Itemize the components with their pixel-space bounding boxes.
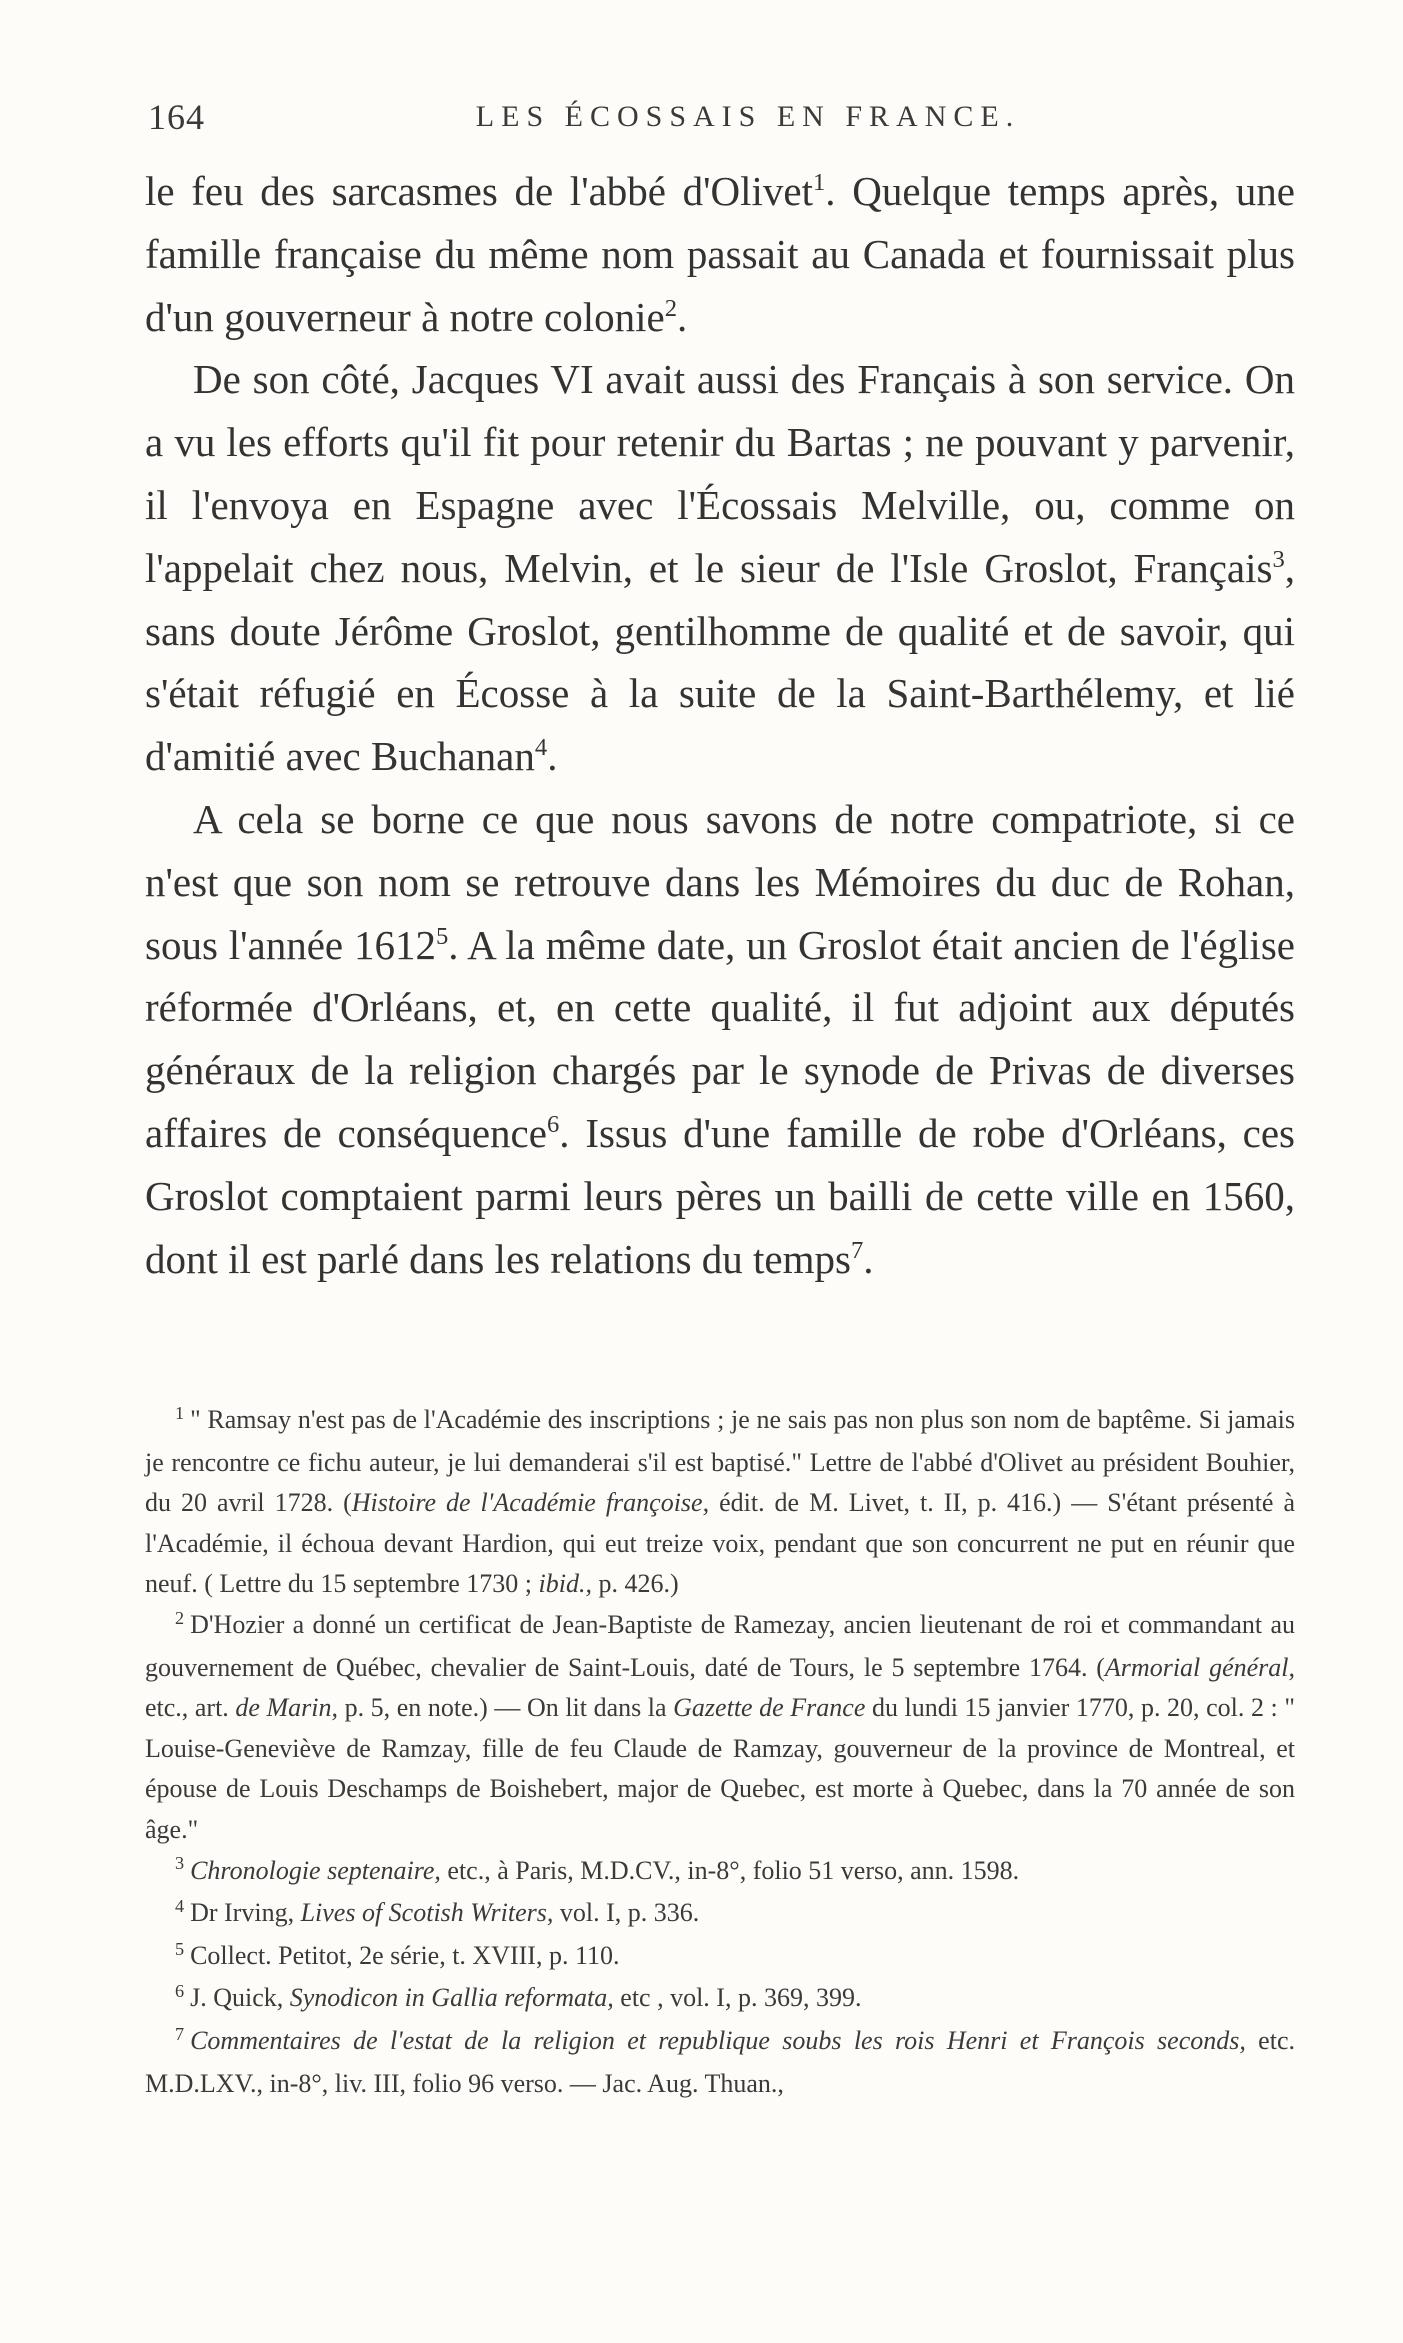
- paragraph-3: A cela se borne ce que nous savons de notre compatriote, si ce n'est que son nom se retrouve dans les Mémoires du duc de Rohan, sous l'année 1612$^5$. A la même date, un Groslot était ancien de l'église réformée d'Orléans, et, en cette qualité, il fut adjoint aux députés généraux de la religion chargés par le synode de Privas de diverses affaires de conséquence$^6$. Issus d'une famille de robe d'Orléans, ces Groslot comptaient parmi leurs pères un bailli de cette ville en 1560, dont il est parlé dans les relations du temps$^7$.: [145, 795, 1295, 1282]
- footnote-ref-3: 3: [1272, 546, 1285, 574]
- footnote-ref-5: 5: [435, 922, 449, 950]
- running-title: LES ÉCOSSAIS EN FRANCE.: [475, 100, 1021, 133]
- footnote-6: $^6$ J. Quick, Synodicon in Gallia reformata, etc , vol. I, p. 369, 399.: [175, 1981, 862, 2013]
- page-number: 164: [148, 97, 205, 137]
- footnote-7: $^7$ Commentaires de l'estat de la religion et republique soubs les rois Henri et François seconds, etc. M.D.LXV., in-8°, liv. III, folio 96 verso. — Jac. Aug. Thuan.,: [145, 2023, 1295, 2098]
- footnote-ref-6: 6: [546, 1111, 560, 1139]
- footnotes: [145, 1400, 1295, 2104]
- footnote-5: $^5$ Collect. Petitot, 2e série, t. XVIII, p. 110.: [175, 1938, 620, 1970]
- footnote-ref-7: 7: [850, 1236, 864, 1264]
- footnote-ref-4: 4: [534, 734, 548, 762]
- paragraph-1: le feu des sarcasmes de l'abbé d'Olivet$^1$. Quelque temps après, une famille française du même nom passait au Canada et fournissait plus d'un gouverneur à notre colonie$^2$.: [145, 168, 1295, 340]
- main-text: [145, 160, 1295, 1290]
- footnote-4: $^4$ Dr Irving, Lives of Scotish Writers, vol. I, p. 336.: [175, 1896, 700, 1928]
- footnote-1: $^1$ " Ramsay n'est pas de l'Académie des inscriptions ; je ne sais pas non plus son nom de baptême. Si jamais je rencontre ce fichu auteur, je lui demanderai s'il est baptisé." Lettre de l'abbé d'Olivet au président Bouhier, du 20 avril 1728. (Histoire de l'Académie françoise, édit. de M. Livet, t. II, p. 416.) — S'étant présenté à l'Académie, il échoua devant Hardion, qui eut treize voix, pendant que son concurrent ne put en réunir que neuf. ( Lettre du 15 septembre 1730 ; ibid., p. 426.): [145, 1402, 1296, 1599]
- footnote-ref-1: 1: [813, 169, 826, 197]
- footnote-2: $^2$ D'Hozier a donné un certificat de Jean-Baptiste de Ramezay, ancien lieutenant de roi et commandant au gouvernement de Québec, chevalier de Saint-Louis, daté de Tours, le 5 septembre 1764. (Armorial général, etc., art. de Marin, p. 5, en note.) — On lit dans la Gazette de France du lundi 15 janvier 1770, p. 20, col. 2 : " Louise-Geneviève de Ramzay, fille de feu Claude de Ramzay, gouverneur de la province de Montreal, et épouse de Louis Deschamps de Boishebert, major de Quebec, est morte à Quebec, dans la 70 année de son âge.": [145, 1607, 1296, 1844]
- footnote-3: $^3$ Chronologie septenaire, etc., à Paris, M.D.CV., in-8°, folio 51 verso, ann. 1598.: [175, 1853, 1020, 1885]
- paragraph-2: De son côté, Jacques VI avait aussi des Français à son service. On a vu les efforts qu'il fit pour retenir du Bartas ; ne pouvant y parvenir, il l'envoya en Espagne avec l'Écossais Melville, ou, comme on l'appelait chez nous, Melvin, et le sieur de l'Isle Groslot, Français$^3$, sans doute Jérôme Groslot, gentilhomme de qualité et de savoir, qui s'était réfugié en Écosse à la suite de la Saint-Barthélemy, et lié d'amitié avec Buchanan$^4$.: [145, 356, 1295, 780]
- footnote-ref-2: 2: [664, 294, 678, 322]
- page-header: [148, 96, 1288, 146]
